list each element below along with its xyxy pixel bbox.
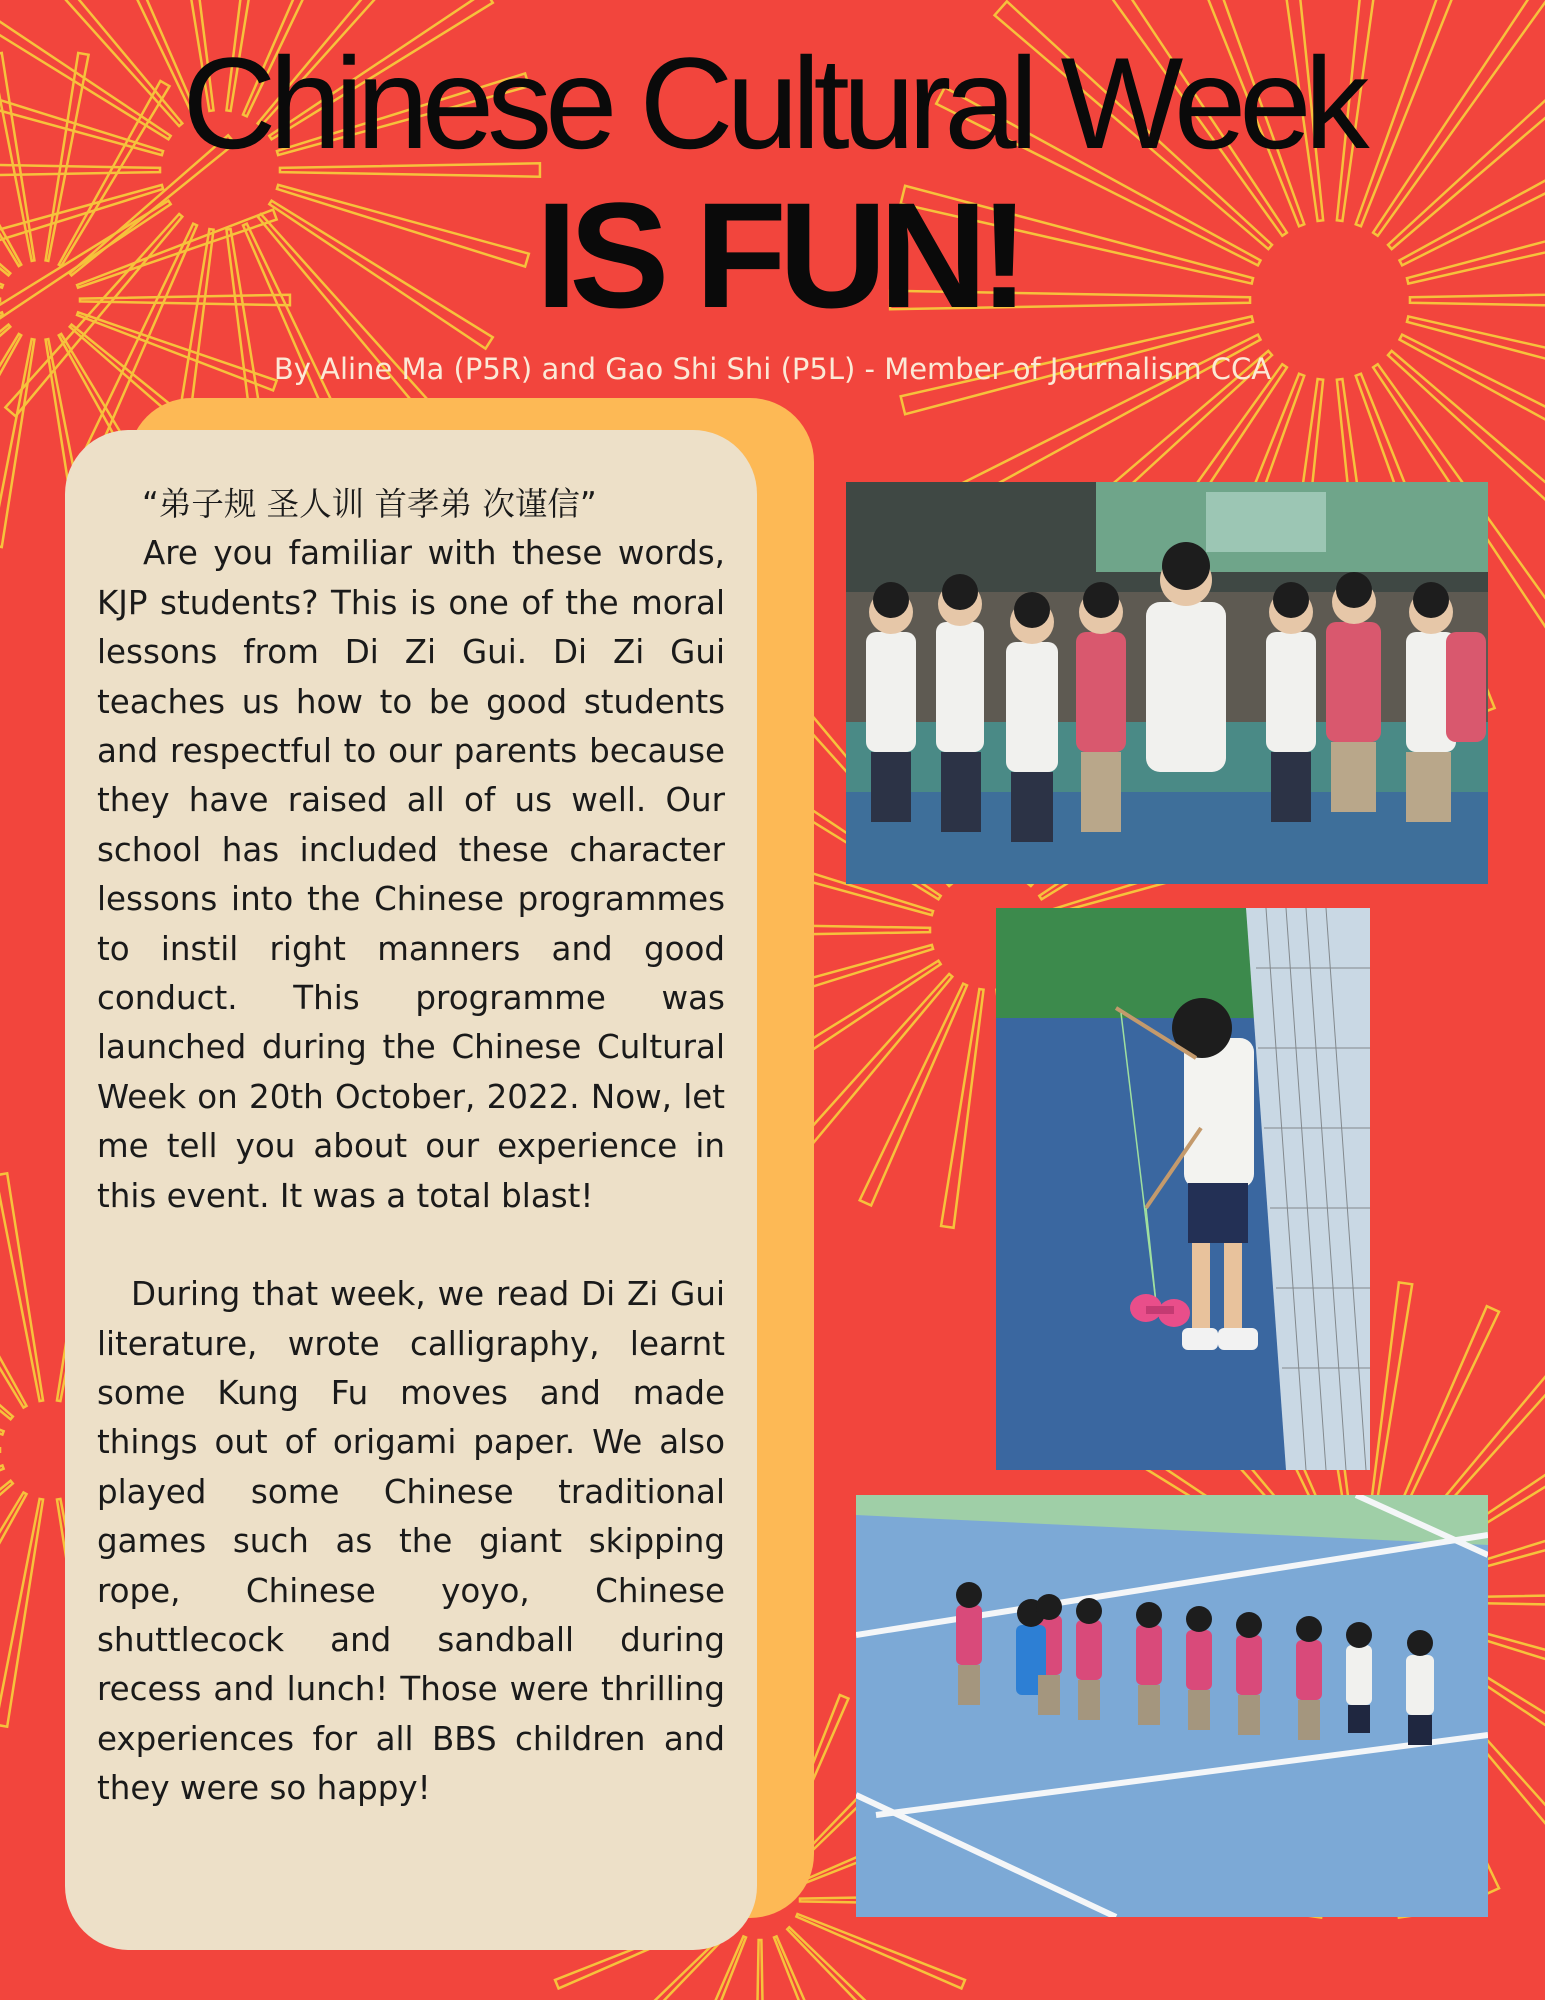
article-text-card <box>65 430 757 1950</box>
photo-skipping-rope-line <box>856 1495 1488 1917</box>
headline-subtitle: IS FUN! <box>535 171 1022 339</box>
article-paragraph-1: Are you familiar with these words, KJP students? This is one of the moral lessons from Di Zi Gui. Di Zi Gui teaches us how to be good students and respectful to our parents because they have raised all of us well. Our school has included these character lessons into the Chinese programmes to instil right manners and good conduct. This programme was launched during the Chinese Cultural Week on 20th October, 2022. Now, let me tell you about our experience in this event. It was a total blast! <box>97 534 725 1215</box>
burst-ray <box>0 1266 13 1420</box>
photo-kung-fu-class <box>846 482 1488 884</box>
burst-ray <box>0 325 10 465</box>
burst-ray <box>0 1492 27 1695</box>
burst-ray <box>0 1173 43 1401</box>
burst-ray <box>0 1499 43 1727</box>
burst-ray <box>0 1481 13 1635</box>
burst-ray <box>941 989 983 1228</box>
article-paragraph-2: During that week, we read Di Zi Gui literature, wrote calligraphy, learnt some Kung Fu moves and made things out of origami paper. We also played some Chinese traditional games such as the giant skipping rope, Chinese yoyo, Chinese shuttlecock and sandball during recess and lunch! Those were thrilling experiences for all BBS children and they were so happy! <box>97 1275 725 1808</box>
burst-ray <box>755 1940 764 2000</box>
headline-title: Chinese Cultural Week <box>182 30 1363 176</box>
author-byline: By Aline Ma (P5R) and Gao Shi Shi (P5L) - Member of Journalism CCA <box>273 352 1272 386</box>
burst-ray <box>787 1927 919 2000</box>
burst-ray <box>774 1936 848 2000</box>
burst-ray <box>796 1914 965 1988</box>
burst-ray <box>0 1205 27 1408</box>
photo-chinese-yoyo <box>996 908 1370 1470</box>
chinese-quote: “弟子规 圣人训 首孝弟 次谨信” <box>142 485 597 523</box>
